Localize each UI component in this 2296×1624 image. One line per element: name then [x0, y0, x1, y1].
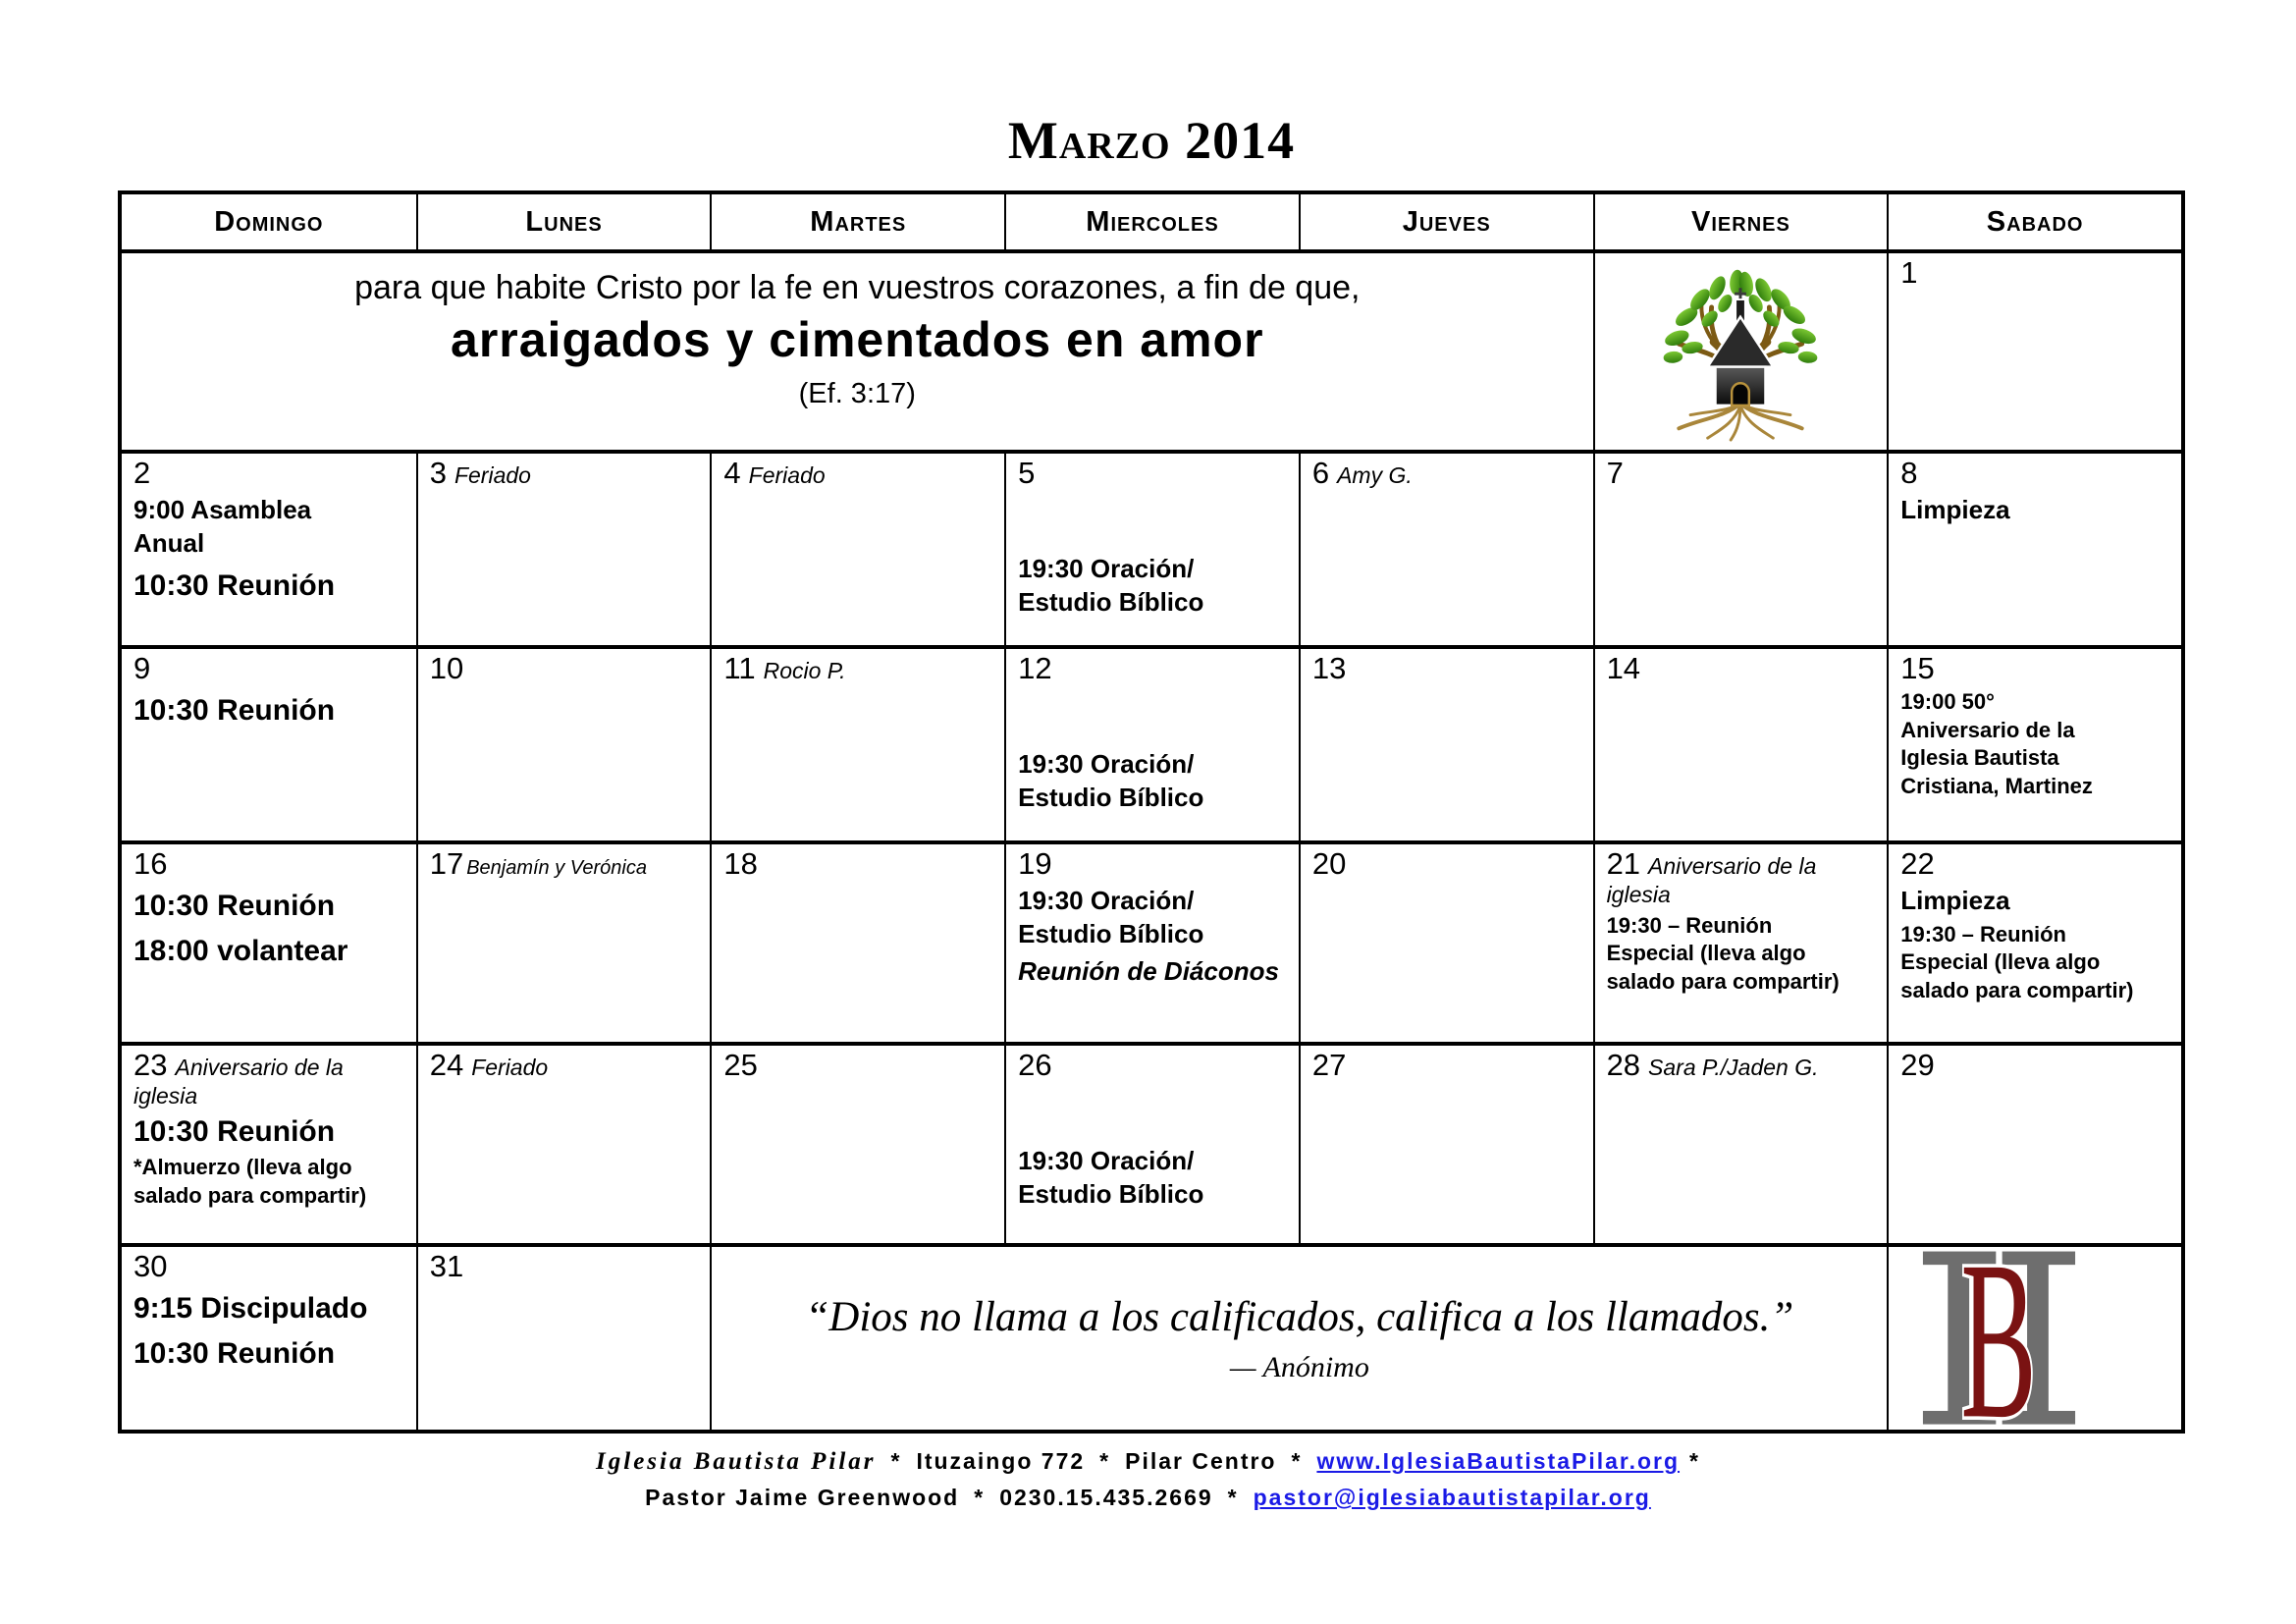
email-link[interactable]: pastor@iglesiabautistapilar.org: [1253, 1485, 1651, 1510]
day-cell-9: [122, 645, 416, 840]
day-cell-23: [122, 1042, 416, 1243]
day-cell-20: [1299, 840, 1593, 1042]
city: Pilar Centro: [1125, 1448, 1277, 1474]
event: 19:30 Oración/ Estudio Bíblico: [1018, 749, 1204, 812]
day-note: Feriado: [748, 462, 826, 488]
day-number: 25: [723, 1048, 758, 1082]
day-note: Amy G.: [1337, 462, 1413, 488]
event: Reunión de Diáconos: [1018, 955, 1279, 986]
verse-reference: (Ef. 3:17): [798, 378, 916, 409]
event: 19:30 – Reunión Especial (lleva algo salado para compartir): [1606, 912, 1840, 995]
day-number: 31: [429, 1249, 464, 1283]
event: 19:30 Oración/ Estudio Bíblico: [1018, 886, 1204, 948]
separator: *: [890, 1448, 902, 1474]
day-cell-13: [1299, 645, 1593, 840]
day-number: 11: [723, 651, 756, 685]
day-number: 12: [1018, 651, 1052, 685]
day-number: 15: [1900, 651, 1935, 685]
day-cell-7: [1593, 450, 1888, 645]
day-number: 9: [133, 651, 151, 685]
day-note: Rocio P.: [763, 658, 846, 683]
day-cell-27: [1299, 1042, 1593, 1243]
day-number: 28: [1606, 1048, 1641, 1082]
day-cell-29: [1887, 1042, 2181, 1243]
church-tree-logo-cell: [1593, 249, 1888, 450]
day-cell-3: [416, 450, 711, 645]
day-number: 8: [1900, 456, 1918, 490]
event: 10:30 Reunión: [133, 568, 336, 602]
day-cell-25: [710, 1042, 1004, 1243]
weekday-header-sabado: Sabado: [1887, 194, 2181, 249]
day-cell-19: [1004, 840, 1299, 1042]
weekday-header-jueves: Jueves: [1299, 194, 1593, 249]
footer-line-2: [0, 1480, 2296, 1516]
day-note: Benjamín y Verónica: [466, 857, 647, 879]
day-cell-22: [1887, 840, 2181, 1042]
day-number: 3: [429, 456, 447, 490]
separator: *: [974, 1485, 986, 1510]
street-address: Ituzaingo 772: [916, 1448, 1086, 1474]
pastor-name: Pastor Jaime Greenwood: [645, 1485, 960, 1510]
event: 19:30 Oración/ Estudio Bíblico: [1018, 554, 1204, 617]
day-cell-15: [1887, 645, 2181, 840]
event: 10:30 Reunión: [133, 1336, 336, 1370]
day-number: 22: [1900, 846, 1935, 881]
day-note: Aniversario de la iglesia: [133, 1055, 344, 1110]
church-name: Iglesia Bautista Pilar: [596, 1448, 877, 1475]
roots: [1680, 404, 1802, 440]
separator: *: [1099, 1448, 1111, 1474]
day-note: Feriado: [454, 462, 531, 488]
event: 9:15 Discipulado: [133, 1292, 368, 1326]
calendar-table: [118, 190, 2185, 1434]
separator: *: [1227, 1485, 1239, 1510]
day-cell-5: [1004, 450, 1299, 645]
day-cell-11: [710, 645, 1004, 840]
church-tree-roots-logo: [1652, 255, 1829, 444]
day-number: 7: [1606, 456, 1624, 490]
event: Limpieza: [1900, 495, 2010, 525]
quote-cell: [710, 1243, 1887, 1430]
event: Limpieza: [1900, 886, 2010, 916]
day-cell-31: [416, 1243, 711, 1430]
day-number: 18: [723, 846, 758, 881]
page-title: Marzo 2014: [1007, 111, 1296, 170]
day-number: 4: [723, 456, 741, 490]
day-number: 23: [133, 1048, 168, 1082]
day-cell-6: [1299, 450, 1593, 645]
day-cell-10: [416, 645, 711, 840]
day-number: 26: [1018, 1048, 1052, 1082]
day-cell-1: [1887, 249, 2181, 450]
day-cell-24: [416, 1042, 711, 1243]
weekday-header-martes: Martes: [710, 194, 1004, 249]
event: 10:30 Reunión: [133, 890, 336, 923]
day-number: 13: [1311, 651, 1347, 685]
day-cell-18: [710, 840, 1004, 1042]
verse-line-2: arraigados y cimentados en amor: [451, 312, 1264, 367]
weekday-header-viernes: Viernes: [1593, 194, 1888, 249]
footer-line-1: [0, 1443, 2296, 1480]
day-note: Sara P./Jaden G.: [1648, 1055, 1819, 1080]
verse-line-1: para que habite Cristo por la fe en vuestros corazones, a fin de que,: [354, 269, 1361, 306]
ib-pillars-logo: [1918, 1247, 2080, 1430]
day-cell-16: [122, 840, 416, 1042]
day-number: 29: [1900, 1048, 1935, 1082]
day-number: 6: [1311, 456, 1330, 490]
weekday-header-domingo: Domingo: [214, 205, 324, 238]
day-note: Feriado: [471, 1055, 549, 1080]
day-number: 2: [133, 456, 151, 490]
day-cell-28: [1593, 1042, 1888, 1243]
day-cell-2: [122, 450, 416, 645]
weekday-header-miercoles: Miercoles: [1004, 194, 1299, 249]
day-note: Aniversario de la iglesia: [1606, 853, 1817, 908]
phone-number: 0230.15.435.2669: [999, 1485, 1213, 1510]
separator: *: [1689, 1448, 1700, 1474]
day-number: 21: [1606, 846, 1641, 881]
day-number: 14: [1606, 651, 1641, 685]
weekday-header-lunes: Lunes: [416, 194, 711, 249]
day-number: 1: [1900, 255, 1918, 290]
day-cell-26: [1004, 1042, 1299, 1243]
day-cell-12: [1004, 645, 1299, 840]
event: 19:30 – Reunión Especial (lleva algo salado para compartir): [1900, 921, 2134, 1003]
event: 10:30 Reunión: [133, 1114, 336, 1148]
day-number: 27: [1311, 1048, 1347, 1082]
day-number: 19: [1018, 846, 1052, 881]
day-number: 30: [133, 1249, 168, 1283]
day-number: 24: [429, 1048, 464, 1082]
event: *Almuerzo (lleva algo salado para compartir): [133, 1155, 367, 1209]
verse-cell: [122, 249, 1593, 450]
event: 19:30 Oración/ Estudio Bíblico: [1018, 1146, 1204, 1209]
day-number: 16: [133, 846, 168, 881]
day-cell-14: [1593, 645, 1888, 840]
day-number: 5: [1018, 456, 1036, 490]
day-cell-21: [1593, 840, 1888, 1042]
separator: *: [1291, 1448, 1303, 1474]
quote-attribution: — Anónimo: [1229, 1350, 1369, 1383]
day-cell-4: [710, 450, 1004, 645]
footer: [0, 1443, 2296, 1516]
quote-text: “Dios no llama a los calificados, califica a los llamados.”: [805, 1293, 1794, 1340]
ib-logo-cell: [1887, 1243, 2181, 1430]
event: 18:00 volantear: [133, 934, 348, 967]
day-number: 17: [429, 846, 464, 881]
event: 19:00 50° Aniversario de la Iglesia Bautista Cristiana, Martinez: [1900, 689, 2093, 798]
day-cell-30: [122, 1243, 416, 1430]
day-number: 20: [1311, 846, 1347, 881]
maroon-b-letter: B: [1960, 1247, 2037, 1430]
event: 9:00 Asamblea Anual: [133, 495, 312, 558]
day-cell-8: [1887, 450, 2181, 645]
event: 10:30 Reunión: [133, 694, 336, 728]
day-number: 10: [429, 651, 464, 685]
day-cell-17: [416, 840, 711, 1042]
website-link[interactable]: www.IglesiaBautistaPilar.org: [1316, 1448, 1681, 1474]
